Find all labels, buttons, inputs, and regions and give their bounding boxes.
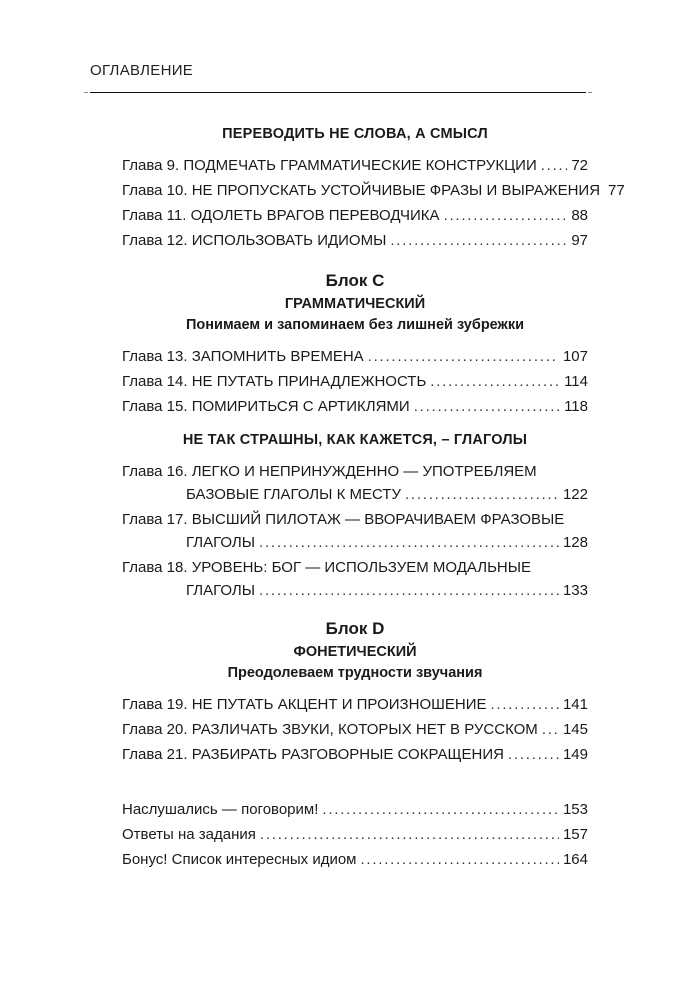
toc-entry[interactable] (122, 510, 588, 552)
toc-entry[interactable] (122, 850, 588, 869)
entry-page: 153 (562, 801, 588, 818)
block-description: Понимаем и запоминаем без лишней зубрежки (186, 317, 524, 333)
leader-dots (508, 745, 559, 764)
entry-label: Глава 21. РАЗБИРАТЬ РАЗГОВОРНЫЕ СОКРАЩЕНИЯ (122, 746, 504, 763)
running-head: ОГЛАВЛЕНИЕ (90, 62, 194, 79)
toc-entry[interactable] (122, 745, 588, 764)
entry-group (122, 156, 625, 250)
entry-label: Глава 15. ПОМИРИТЬСЯ С АРТИКЛЯМИ (122, 398, 410, 415)
toc-entry[interactable] (122, 720, 588, 739)
entry-label: Глава 9. ПОДМЕЧАТЬ ГРАММАТИЧЕСКИЕ КОНСТРУКЦИИ (122, 157, 537, 174)
entry-label-continued: БАЗОВЫЕ ГЛАГОЛЫ К МЕСТУ (186, 486, 401, 503)
block-subtitle: ГРАММАТИЧЕСКИЙ (284, 296, 426, 312)
toc-entry[interactable] (122, 825, 588, 844)
entry-page: 72 (571, 157, 588, 174)
table-of-contents (122, 122, 625, 869)
entry-page: 164 (562, 851, 588, 868)
section-heading: ПЕРЕВОДИТЬ НЕ СЛОВА, А СМЫСЛ (222, 126, 488, 142)
leader-dots (444, 206, 568, 225)
toc-entry[interactable] (122, 231, 588, 250)
toc-entry[interactable] (122, 206, 588, 225)
toc-entry[interactable] (122, 695, 588, 714)
entry-label: Глава 19. НЕ ПУТАТЬ АКЦЕНТ И ПРОИЗНОШЕНИЕ (122, 696, 487, 713)
block-subtitle: ФОНЕТИЧЕСКИЙ (293, 644, 417, 660)
leader-dots (260, 825, 559, 844)
section-heading: НЕ ТАК СТРАШНЫ, КАК КАЖЕТСЯ, – ГЛАГОЛЫ (182, 432, 528, 448)
toc-entry[interactable] (122, 397, 588, 416)
block-title: Блок D (325, 619, 385, 638)
entry-page: 88 (571, 207, 588, 224)
entry-page: 128 (562, 534, 588, 551)
leader-dots (430, 372, 560, 391)
entry-page: 145 (562, 721, 588, 738)
entry-page: 77 (608, 182, 625, 199)
block-description: Преодолеваем трудности звучания (227, 665, 483, 681)
entry-page: 97 (571, 232, 588, 249)
entry-group (122, 695, 588, 764)
entry-group (122, 347, 588, 416)
entry-page: 149 (562, 746, 588, 763)
entry-label: Глава 17. ВЫСШИЙ ПИЛОТАЖ — ВВОРАЧИВАЕМ ФРАЗОВЫЕ (122, 511, 565, 528)
leader-dots (542, 720, 559, 739)
entry-page: 122 (562, 486, 588, 503)
toc-entry[interactable] (122, 558, 588, 600)
toc-entry[interactable] (122, 372, 588, 391)
entry-page: 114 (564, 373, 588, 390)
leader-dots (259, 581, 559, 600)
leader-dots (541, 156, 568, 175)
entry-label: Глава 14. НЕ ПУТАТЬ ПРИНАДЛЕЖНОСТЬ (122, 373, 427, 390)
leader-dots (414, 397, 560, 416)
header-rule (90, 92, 586, 93)
entry-group (122, 462, 588, 600)
toc-entry[interactable] (122, 181, 625, 200)
entry-label: Глава 16. ЛЕГКО И НЕПРИНУЖДЕННО — УПОТРЕБЛЯЕМ (122, 463, 537, 480)
entry-label: Ответы на задания (122, 826, 256, 843)
entry-page: 118 (564, 398, 588, 415)
entry-label: Бонус! Список интересных идиом (122, 851, 357, 868)
block-title: Блок C (325, 271, 385, 290)
leader-dots (490, 695, 558, 714)
toc-entry[interactable] (122, 462, 588, 504)
entry-page: 141 (562, 696, 588, 713)
entry-label: Глава 20. РАЗЛИЧАТЬ ЗВУКИ, КОТОРЫХ НЕТ В РУССКОМ (122, 721, 538, 738)
entry-label: Наслушались — поговорим! (122, 801, 319, 818)
leader-dots (368, 347, 559, 366)
entry-label: Глава 11. ОДОЛЕТЬ ВРАГОВ ПЕРЕВОДЧИКА (122, 207, 440, 224)
entry-label: Глава 18. УРОВЕНЬ: БОГ — ИСПОЛЬЗУЕМ МОДАЛЬНЫЕ (122, 559, 532, 576)
toc-entry[interactable] (122, 347, 588, 366)
leader-dots (322, 800, 559, 819)
entry-page: 157 (562, 826, 588, 843)
entry-group (122, 800, 588, 869)
leader-dots (390, 231, 567, 250)
entry-page: 133 (562, 582, 588, 599)
entry-page: 107 (562, 348, 588, 365)
leader-dots (259, 533, 559, 552)
entry-label: Глава 13. ЗАПОМНИТЬ ВРЕМЕНА (122, 348, 364, 365)
entry-label-continued: ГЛАГОЛЫ (186, 582, 256, 599)
entry-label-continued: ГЛАГОЛЫ (186, 534, 256, 551)
entry-label: Глава 10. НЕ ПРОПУСКАТЬ УСТОЙЧИВЫЕ ФРАЗЫ И ВЫРАЖЕНИЯ (122, 182, 601, 199)
leader-dots (405, 485, 559, 504)
toc-entry[interactable] (122, 800, 588, 819)
leader-dots (361, 850, 559, 869)
entry-label: Глава 12. ИСПОЛЬЗОВАТЬ ИДИОМЫ (122, 232, 387, 249)
toc-entry[interactable] (122, 156, 588, 175)
